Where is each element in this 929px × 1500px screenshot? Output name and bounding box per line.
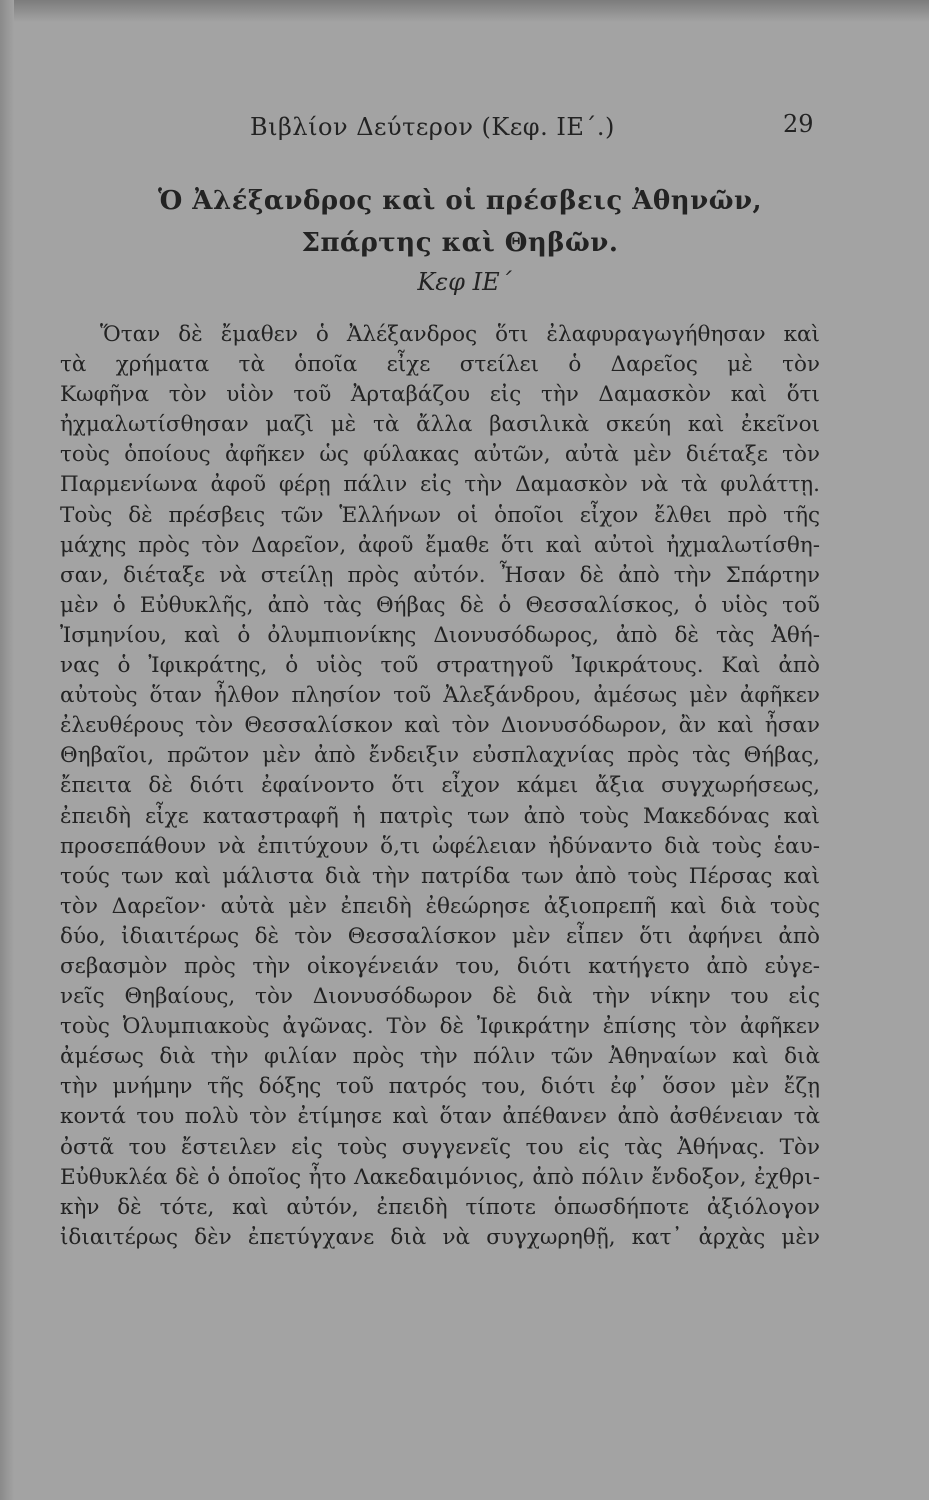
text-line: κοντά του πολὺ τὸν ἐτίμησε καὶ ὅταν ἀπέθανεν ἀπὸ ἀσθένειαν τὰ bbox=[60, 1104, 820, 1130]
text-line: ἰδιαιτέρως δὲν ἐπετύγχανε διὰ νὰ συγχωρηθῇ, κατ᾽ ἀρχὰς μὲν bbox=[60, 1224, 820, 1250]
text-line: Θηβαῖοι, πρῶτον μὲν ἀπὸ ἔνδειξιν εὐσπλαχνίας πρὸς τὰς Θήβας, bbox=[60, 743, 820, 769]
chapter-heading: Κεφ ΙΕ΄ bbox=[417, 268, 512, 296]
text-line: Τοὺς δὲ πρέσβεις τῶν Ἑλλήνων οἱ ὁποῖοι εἶχον ἔλθει πρὸ τῆς bbox=[60, 502, 820, 528]
text-line: τὸν Δαρεῖον· αὐτὰ μὲν ἐπειδὴ ἐθεώρησε ἀξιοπρεπῆ καὶ διὰ τοὺς bbox=[60, 893, 820, 919]
title-line: Σπάρτης καὶ Θηβῶν. bbox=[301, 228, 619, 258]
text-line: τοὺς ὁποίους ἀφῆκεν ὡς φύλακας αὐτῶν, αὐτὰ μὲν διέταξε τὸν bbox=[60, 442, 820, 468]
text-line: αὐτοὺς ὅταν ἦλθον πλησίον τοῦ Ἀλεξάνδρου, ἀμέσως μὲν ἀφῆκεν bbox=[60, 683, 820, 709]
page-top-edge bbox=[0, 0, 929, 22]
text-line: Εὐθυκλέα δὲ ὁ ὁποῖος ἦτο Λακεδαιμόνιος, ἀπὸ πόλιν ἔνδοξον, ἐχθρι- bbox=[60, 1164, 820, 1190]
running-head: Βιβλίον Δεύτερον (Κεφ. ΙΕ΄.) bbox=[250, 113, 615, 141]
text-line: νεῖς Θηβαίους, τὸν Διονυσόδωρον δὲ διὰ τὴν νίκην του εἰς bbox=[60, 984, 820, 1010]
text-line: σαν, διέταξε νὰ στείλῃ πρὸς αὐτόν. Ἦσαν δὲ ἀπὸ τὴν Σπάρτην bbox=[60, 562, 820, 588]
text-line: προσεπάθουν νὰ ἐπιτύχουν ὅ,τι ὠφέλειαν ἠδύναντο διὰ τοὺς ἑαυ- bbox=[60, 833, 820, 859]
title-line: Ὁ Ἀλέξανδρος καὶ οἱ πρέσβεις Ἀθηνῶν, bbox=[157, 186, 763, 216]
section-title bbox=[140, 180, 780, 264]
text-line: ἔπειτα δὲ διότι ἐφαίνοντο ὅτι εἶχον κάμει ἄξια συγχωρήσεως, bbox=[60, 773, 820, 799]
text-line: ἀμέσως διὰ τὴν φιλίαν πρὸς τὴν πόλιν τῶν Ἀθηναίων καὶ διὰ bbox=[60, 1044, 820, 1070]
text-line: Κωφῆνα τὸν υἱὸν τοῦ Ἀρταβάζου εἰς τὴν Δαμασκὸν καὶ ὅτι bbox=[60, 382, 820, 408]
text-line: ἠχμαλωτίσθησαν μαζὶ μὲ τὰ ἄλλα βασιλικὰ σκεύη καὶ ἐκεῖνοι bbox=[60, 412, 820, 438]
text-line: νας ὁ Ἰφικράτης, ὁ υἱὸς τοῦ στρατηγοῦ Ἰφικράτους. Καὶ ἀπὸ bbox=[60, 653, 820, 679]
text-line: τὰ χρήματα τὰ ὁποῖα εἶχε στείλει ὁ Δαρεῖος μὲ τὸν bbox=[60, 352, 820, 378]
text-line: Ὅταν δὲ ἔμαθεν ὁ Ἀλέξανδρος ὅτι ἐλαφυραγωγήθησαν καὶ bbox=[100, 322, 820, 347]
text-line: Παρμενίωνα ἀφοῦ φέρῃ πάλιν εἰς τὴν Δαμασκὸν νὰ τὰ φυλάττῃ. bbox=[60, 472, 820, 498]
text-line: τούς των καὶ μάλιστα διὰ τὴν πατρίδα των ἀπὸ τοὺς Πέρσας καὶ bbox=[60, 863, 820, 889]
text-line: μὲν ὁ Εὐθυκλῆς, ἀπὸ τὰς Θήβας δὲ ὁ Θεσσαλίσκος, ὁ υἱὸς τοῦ bbox=[60, 592, 820, 618]
text-line: ἐλευθέρους τὸν Θεσσαλίσκον καὶ τὸν Διονυσόδωρον, ἂν καὶ ἦσαν bbox=[60, 713, 820, 739]
text-line: Ἰσμηνίου, καὶ ὁ ὀλυμπιονίκης Διονυσόδωρος, ἀπὸ δὲ τὰς Ἀθή- bbox=[60, 622, 820, 648]
page-left-edge bbox=[0, 0, 14, 1500]
text-line: μάχης πρὸς τὸν Δαρεῖον, ἀφοῦ ἔμαθε ὅτι καὶ αὐτοὶ ἠχμαλωτίσθη- bbox=[60, 532, 820, 558]
text-line: σεβασμὸν πρὸς τὴν οἰκογένειάν του, διότι κατήγετο ἀπὸ εὐγε- bbox=[60, 953, 820, 979]
body-text bbox=[60, 320, 820, 1253]
text-line: τοὺς Ὀλυμπιακοὺς ἀγῶνας. Τὸν δὲ Ἰφικράτην ἐπίσης τὸν ἀφῆκεν bbox=[60, 1014, 820, 1040]
page-number: 29 bbox=[783, 110, 814, 138]
text-line: ἐπειδὴ εἶχε καταστραφῆ ἡ πατρὶς των ἀπὸ τοὺς Μακεδόνας καὶ bbox=[60, 803, 820, 829]
text-line: τὴν μνήμην τῆς δόξης τοῦ πατρός του, διότι ἐφ᾽ ὅσον μὲν ἔζῃ bbox=[60, 1074, 820, 1100]
text-line: κὴν δὲ τότε, καὶ αὐτόν, ἐπειδὴ τίποτε ὁπωσδήποτε ἀξιόλογον bbox=[60, 1194, 820, 1220]
text-line: δύο, ἰδιαιτέρως δὲ τὸν Θεσσαλίσκον μὲν εἶπεν ὅτι ἀφήνει ἀπὸ bbox=[60, 923, 820, 949]
text-line: ὀστᾶ του ἔστειλεν εἰς τοὺς συγγενεῖς του εἰς τὰς Ἀθήνας. Τὸν bbox=[60, 1134, 820, 1160]
